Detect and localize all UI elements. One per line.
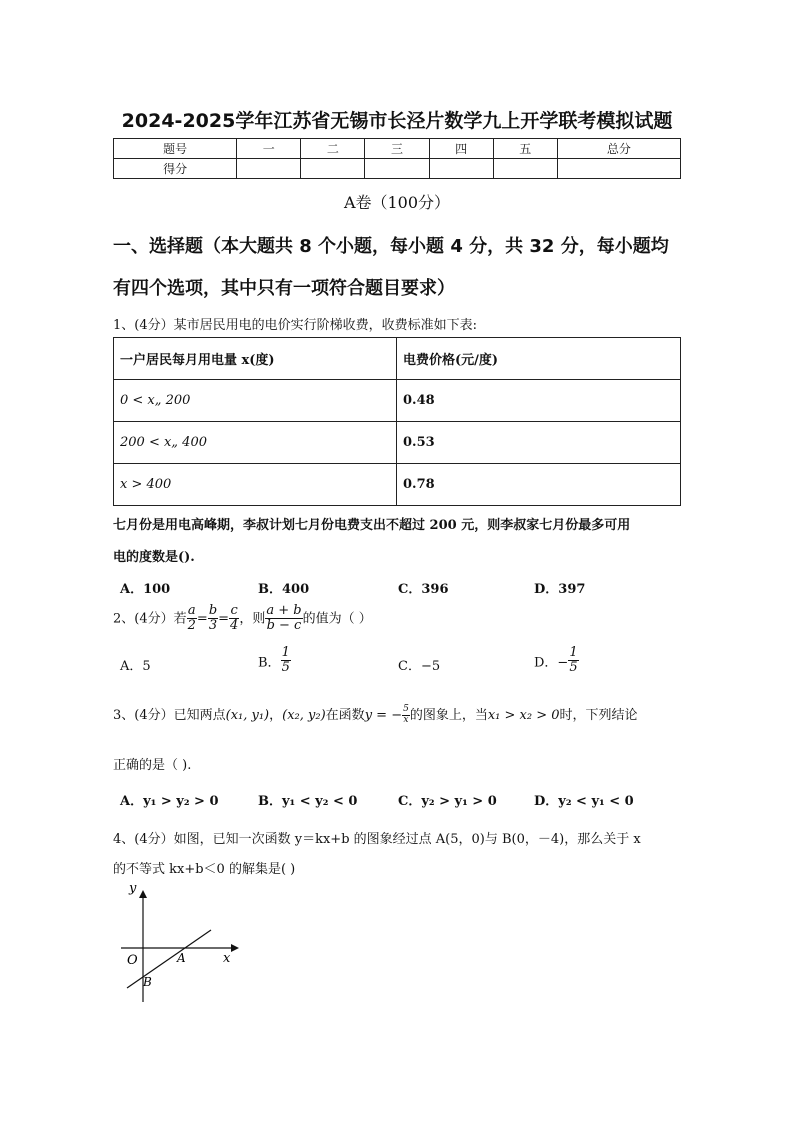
- q1-stem: 1、(4分）某市居民用电的电价实行阶梯收费，收费标准如下表:: [113, 318, 477, 333]
- score-cell: [237, 159, 301, 179]
- q1-range-cell: 200 < x„ 400: [114, 422, 397, 464]
- q2-fraction-c: $\frac{c}{4}$: [230, 603, 239, 634]
- score-header-cell: 四: [429, 139, 493, 159]
- q2-option-d[interactable]: D．− $\frac{1}{5}$: [534, 645, 578, 676]
- q2-fraction-a: $\frac{a}{2}$: [187, 603, 196, 634]
- q2-options: [113, 646, 683, 682]
- q2-equals: =: [218, 611, 230, 627]
- section1-heading-line2: 有四个选项，其中只有一项符合题目要求）: [113, 278, 455, 299]
- q1-price-cell: 0.78: [397, 464, 681, 506]
- q3-option-c[interactable]: C．y₂ > y₁ > 0: [398, 794, 497, 809]
- score-header-cell: 一: [237, 139, 301, 159]
- x-axis-arrow-icon: [231, 944, 239, 952]
- y-axis-arrow-icon: [139, 890, 147, 898]
- q3-function-fraction: $\frac{5}{x}$: [403, 704, 409, 725]
- q3-options: [113, 790, 683, 808]
- q3-option-d[interactable]: D．y₂ < y₁ < 0: [534, 794, 634, 809]
- score-table: [113, 138, 681, 179]
- q2-option-c[interactable]: C．−5: [398, 659, 441, 674]
- score-header-cell: 二: [301, 139, 365, 159]
- score-header-cell: 五: [493, 139, 557, 159]
- q2-suffix: 的值为（ ）: [302, 611, 372, 627]
- q2-stem: [113, 604, 372, 634]
- q3-line1: 3、(4分）已知两点(x₁, y₁)，(x₂, y₂)在函数y = − $\frac{5}{x}$ 的图象上，当x₁ > x₂ > 0时，下列结论: [113, 704, 638, 725]
- q1-range-cell: 0 < x„ 200: [114, 380, 397, 422]
- origin-label: O: [127, 953, 138, 968]
- score-header-cell: 总分: [557, 139, 680, 159]
- q1-para-line2: 电的度数是().: [113, 550, 195, 565]
- score-header-cell: 三: [365, 139, 429, 159]
- q1-table-header-row: [114, 338, 681, 380]
- score-table-header-row: [114, 139, 681, 159]
- exam-title: 2024-2025学年江苏省无锡市长泾片数学九上开学联考模拟试题: [121, 110, 673, 132]
- q2-mid: ，则: [239, 611, 266, 627]
- score-row-label: 得分: [114, 159, 237, 179]
- q2-option-a[interactable]: A．5: [120, 659, 151, 674]
- table-row: [114, 380, 681, 422]
- x-axis-label: x: [223, 951, 231, 966]
- table-row: [114, 422, 681, 464]
- q1-options: [113, 578, 683, 596]
- graph-line: [127, 930, 211, 988]
- score-cell: [557, 159, 680, 179]
- q3-option-a[interactable]: A．y₁ > y₂ > 0: [120, 794, 219, 809]
- q1-col2-header: 电费价格(元/度): [397, 338, 681, 380]
- q2-fraction-b: $\frac{b}{3}$: [208, 603, 218, 634]
- score-cell: [301, 159, 365, 179]
- q3-line2: 正确的是（ ).: [113, 758, 192, 773]
- score-cell: [365, 159, 429, 179]
- q2-equals: =: [196, 611, 208, 627]
- q2-prefix: 2、(4分）若: [113, 611, 187, 627]
- q1-price-table: [113, 337, 681, 506]
- y-axis-label: y: [129, 881, 137, 896]
- q2-option-b[interactable]: B． $\frac{1}{5}$: [258, 645, 290, 676]
- q3-option-b[interactable]: B．y₁ < y₂ < 0: [258, 794, 358, 809]
- q1-price-cell: 0.48: [397, 380, 681, 422]
- q4-line1: 4、(4分）如图，已知一次函数 y＝kx+b 的图象经过点 A(5，0)与 B(0，－4)，那么关于 x: [113, 832, 641, 847]
- point-a-label: A: [177, 951, 186, 965]
- q1-range-cell: x > 400: [114, 464, 397, 506]
- q2-fraction-expr: $\frac{a + b}{b - c}$: [266, 603, 302, 634]
- q3-function: y = −: [364, 708, 403, 723]
- point-b-label: B: [143, 975, 152, 989]
- q1-para-line1: 七月份是用电高峰期，李叔计划七月份电费支出不超过 200 元，则李叔家七月份最多可用: [113, 518, 631, 533]
- table-row: [114, 464, 681, 506]
- q3-point1: (x₁, y₁): [225, 708, 270, 723]
- q1-option-b[interactable]: B．400: [258, 582, 310, 597]
- q4-graph: [113, 880, 243, 1010]
- q1-price-cell: 0.53: [397, 422, 681, 464]
- q1-option-a[interactable]: A．100: [120, 582, 171, 597]
- score-header-cell: 题号: [114, 139, 237, 159]
- q2-option-b-fraction: $\frac{1}{5}$: [281, 645, 290, 676]
- score-cell: [429, 159, 493, 179]
- q1-option-c[interactable]: C．396: [398, 582, 449, 597]
- score-cell: [493, 159, 557, 179]
- q4-line2: 的不等式 kx+b＜0 的解集是( ): [113, 862, 296, 877]
- q1-col1-header: 一户居民每月用电量 x(度): [114, 338, 397, 380]
- section1-heading-line1: 一、选择题（本大题共 8 个小题，每小题 4 分，共 32 分，每小题均: [113, 236, 669, 257]
- q3-condition: x₁ > x₂ > 0: [487, 708, 560, 723]
- q3-point2: (x₂, y₂): [282, 708, 326, 723]
- section-a-heading: A卷（100分）: [343, 193, 451, 212]
- q2-option-d-fraction: $\frac{1}{5}$: [569, 645, 578, 676]
- q1-option-d[interactable]: D．397: [534, 582, 586, 597]
- score-table-score-row: [114, 159, 681, 179]
